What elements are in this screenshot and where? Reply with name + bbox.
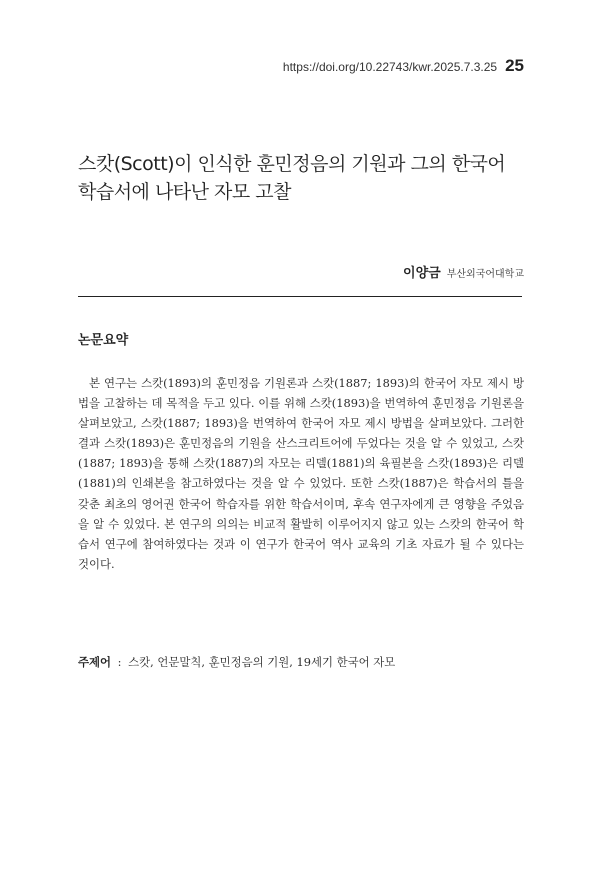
author-block — [403, 262, 524, 281]
author-affiliation: 부산외국어대학교 — [446, 269, 524, 280]
article-title: 스캇(Scott)이 인식한 훈민정음의 기원과 그의 한국어 학습서에 나타난 자모 고찰 — [78, 153, 506, 203]
page-header — [283, 56, 524, 76]
page-number: 25 — [505, 56, 524, 75]
title-divider — [78, 296, 522, 297]
keywords-line — [78, 654, 524, 670]
keywords-text: 스캇, 언문말칙, 훈민정음의 기원, 19세기 한국어 자모 — [128, 655, 396, 669]
author-name: 이양금 — [403, 266, 441, 281]
doi-link[interactable]: https://doi.org/10.22743/kwr.2025.7.3.25 — [282, 60, 498, 74]
keywords-separator: : — [117, 655, 122, 669]
keywords-label: 주제어 — [78, 655, 112, 669]
abstract-body: 본 연구는 스캇(1893)의 훈민정음 기원론과 스캇(1887; 1893)의 한국어 자모 제시 방법을 고찰하는 데 목적을 두고 있다. 이를 위해 스캇(1893)을 번역하여 훈민정음 기원론을 살펴보았고, 스캇(1887; 1893)을 번역하여 한국어 자모 제시 방법을 살펴보았다. 그러한 결과 스캇(1893)은 훈민정음의 기원을 산스크리트어에 두었다는 것을 알 수 있었고, 스캇(1887; 1893)을 통해 스캇(1887)의 자모는 리델(1881)의 육필본을 스캇(1893)은 리델(1881)의 인쇄본을 참고하였다는 것을 알 수 있었다. 또한 스캇(1887)은 학습서의 틀을 갖춘 최초의 영어권 한국어 학습자를 위한 학습서이며, 후속 연구자에게 큰 영향을 주었음을 알 수 있었다. 본 연구의 의의는 비교적 활발히 이루어지지 않고 있는 스캇의 한국어 학습서 연구에 참여하였다는 것과 이 연구가 한국어 역사 교육의 기초 자료가 될 수 있다는 것이다. — [78, 376, 524, 571]
abstract-heading: 논문요약 — [78, 333, 129, 348]
